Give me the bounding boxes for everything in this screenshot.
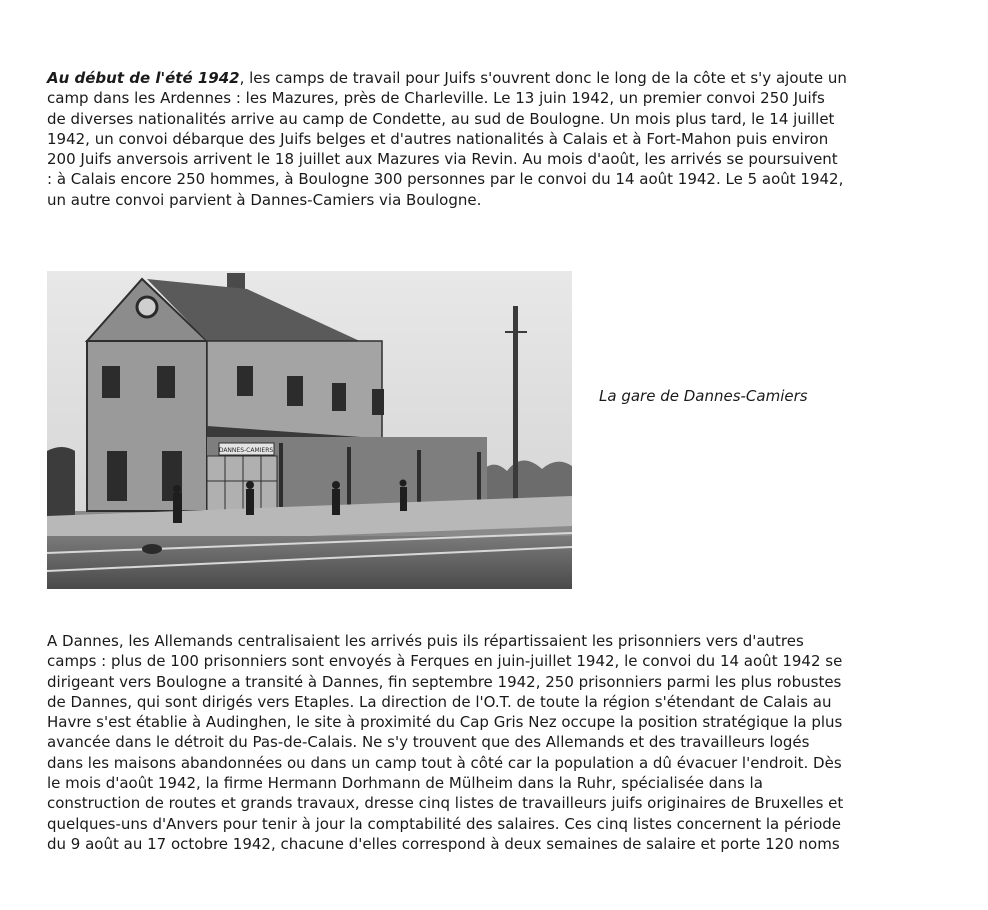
- body-line: le mois d'août 1942, la firme Hermann Dorhmann de Mülheim dans la Ruhr, spécialisée dans la: [47, 774, 763, 793]
- body-line: construction de routes et grands travaux, dresse cinq listes de travailleurs juifs originaires de Bruxelles et: [47, 794, 844, 813]
- station-sign-text: DANNES-CAMIERS: [218, 447, 274, 454]
- body-line: de Dannes, qui sont dirigés vers Etaples. La direction de l'O.T. de toute la région s'étendant de Calais au: [47, 692, 832, 711]
- intro-paragraph: [47, 68, 847, 210]
- intro-line: : à Calais encore 250 hommes, à Boulogne 300 personnes par le convoi du 14 août 1942. Le 5 août 1942,: [47, 170, 844, 189]
- intro-line: un autre convoi parvient à Dannes-Camiers via Boulogne.: [47, 190, 482, 209]
- photo-caption: La gare de Dannes-Camiers: [599, 387, 808, 405]
- intro-line: camp dans les Ardennes : les Mazures, près de Charleville. Le 13 juin 1942, un premier convoi 250 Juifs: [47, 89, 825, 108]
- intro-line-text: , les camps de travail pour Juifs s'ouvrent donc le long de la côte et s'y ajoute un: [239, 69, 847, 87]
- station-photo: [47, 271, 572, 589]
- body-line: dans les maisons abandonnées ou dans un camp tout à côté car la population a dû évacuer l'endroit. Dès: [47, 753, 842, 772]
- body-line: Havre s'est établie à Audinghen, le site à proximité du Cap Gris Nez occupe la position stratégique la plus: [47, 713, 843, 732]
- intro-line: 1942, un convoi débarque des Juifs belges et d'autres nationalités à Calais et à Fort-Mahon puis environ: [47, 129, 829, 148]
- body-paragraph: [47, 631, 843, 854]
- body-line: du 9 août au 17 octobre 1942, chacune d'elles correspond à deux semaines de salaire et porte 120 noms: [47, 834, 840, 853]
- intro-line: de diverses nationalités arrive au camp de Condette, au sud de Boulogne. Un mois plus tard, le 14 juillet: [47, 109, 835, 128]
- intro-lead: Au début de l'été 1942: [47, 69, 240, 87]
- intro-line: [47, 68, 847, 88]
- body-line: camps : plus de 100 prisonniers sont envoyés à Ferques en juin-juillet 1942, le convoi du 14 août 1942 se: [47, 652, 843, 671]
- body-line: avancée dans le détroit du Pas-de-Calais. Ne s'y trouvent que des Allemands et des travailleurs logés: [47, 733, 810, 752]
- body-line: A Dannes, les Allemands centralisaient les arrivés puis ils répartissaient les prisonniers vers d'autres: [47, 632, 804, 650]
- intro-line: 200 Juifs anversois arrivent le 18 juillet aux Mazures via Revin. Au mois d'août, les arrivés se poursuivent: [47, 150, 838, 169]
- body-line: dirigeant vers Boulogne a transité à Dannes, fin septembre 1942, 250 prisonniers parmi les plus robustes: [47, 672, 842, 691]
- body-line: quelques-uns d'Anvers pour tenir à jour la comptabilité des salaires. Ces cinq listes concernent la période: [47, 814, 842, 833]
